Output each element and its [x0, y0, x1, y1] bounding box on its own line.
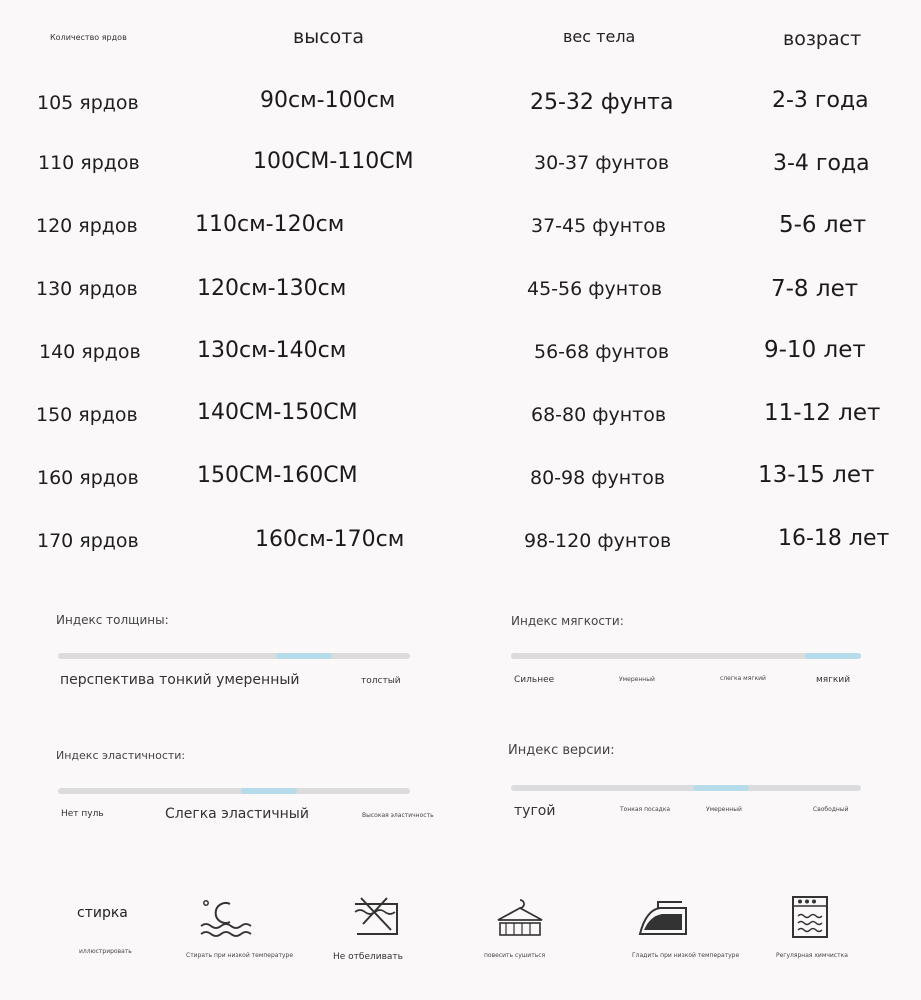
thickness-slider-fill [276, 653, 332, 659]
thickness-index-title: Индекс толщины: [56, 613, 169, 627]
care-label-dryclean: Регулярная химчистка [776, 952, 848, 959]
table-cell-size: 160 ярдов [37, 467, 139, 489]
care-title: стирка [77, 905, 128, 921]
dryer-icon [790, 894, 830, 940]
table-cell-weight: 25-32 фунта [530, 90, 674, 115]
table-cell-size: 170 ярдов [37, 530, 139, 552]
table-cell-weight: 45-56 фунтов [527, 278, 663, 300]
elasticity-label-3: Высокая эластичность [362, 812, 434, 819]
table-cell-age: 16-18 лет [778, 526, 890, 551]
table-cell-weight: 68-80 фунтов [531, 404, 667, 426]
elasticity-label-1: Нет пуль [61, 809, 104, 819]
version-index-title: Индекс версии: [508, 743, 615, 758]
table-cell-age: 9-10 лет [764, 337, 866, 363]
table-cell-size: 130 ярдов [36, 278, 138, 300]
table-cell-height: 150СМ-160СМ [197, 463, 358, 488]
table-cell-size: 105 ярдов [37, 92, 139, 114]
thickness-label-high: толстый [361, 676, 401, 686]
table-cell-height: 100СМ-110СМ [253, 149, 414, 174]
table-cell-size: 110 ярдов [38, 152, 140, 174]
softness-slider-track [511, 653, 861, 659]
water-temperature-wash-icon [198, 896, 254, 942]
softness-label-2: Умеренный [619, 676, 655, 683]
table-cell-age: 11-12 лет [764, 400, 881, 426]
care-label-iron: Гладить при низкой температуре [632, 952, 740, 959]
thickness-slider-track [58, 653, 410, 659]
hanger-icon [494, 896, 546, 940]
care-subtitle: иллюстрировать [79, 948, 132, 955]
softness-index-title: Индекс мягкости: [511, 614, 624, 628]
table-cell-weight: 80-98 фунтов [530, 467, 666, 489]
care-label-wash: Стирать при низкой температуре [186, 952, 294, 959]
header-age: возраст [783, 28, 862, 50]
table-cell-size: 120 ярдов [36, 215, 138, 237]
table-cell-height: 140СМ-150СМ [197, 400, 358, 425]
version-label-1: тугой [514, 803, 556, 819]
table-cell-age: 2-3 года [772, 88, 869, 113]
elasticity-slider-fill [241, 788, 297, 794]
table-cell-age: 5-6 лет [779, 212, 867, 238]
table-cell-weight: 30-37 фунтов [534, 152, 670, 174]
iron-icon [636, 898, 690, 938]
table-cell-height: 90см-100см [260, 88, 396, 113]
softness-label-4: мягкий [816, 675, 851, 685]
table-cell-height: 120см-130см [197, 276, 347, 301]
softness-label-1: Сильнее [514, 675, 555, 685]
version-label-2: Тонкая посадка [620, 806, 671, 813]
table-cell-size: 140 ярдов [39, 341, 141, 363]
table-cell-weight: 98-120 фунтов [524, 530, 672, 552]
thickness-label-low: перспектива тонкий умеренный [60, 672, 300, 688]
header-size: Количество ярдов [50, 33, 127, 42]
elasticity-label-2: Слегка эластичный [165, 806, 309, 822]
header-weight: вес тела [563, 27, 636, 46]
table-cell-age: 7-8 лет [771, 276, 859, 302]
table-cell-height: 110см-120см [195, 212, 345, 237]
table-cell-height: 130см-140см [197, 338, 347, 363]
care-label-hang: повесить сушиться [484, 952, 546, 959]
softness-slider-fill [805, 653, 861, 659]
table-cell-size: 150 ярдов [36, 404, 138, 426]
table-cell-age: 13-15 лет [758, 462, 875, 488]
version-slider-fill [693, 785, 749, 791]
table-cell-weight: 37-45 фунтов [531, 215, 667, 237]
table-cell-height: 160см-170см [255, 527, 405, 552]
care-label-no-bleach: Не отбеливать [333, 952, 403, 962]
softness-label-3: слегка мягкий [720, 675, 766, 682]
elasticity-slider-track [58, 788, 410, 794]
version-slider-track [511, 785, 861, 791]
version-label-3: Умеренный [706, 806, 742, 813]
version-label-4: Свободный [813, 806, 849, 813]
no-bleach-icon [351, 894, 403, 938]
table-cell-weight: 56-68 фунтов [534, 341, 670, 363]
header-height: высота [293, 26, 364, 48]
table-cell-age: 3-4 года [773, 151, 870, 176]
elasticity-index-title: Индекс эластичности: [56, 749, 186, 762]
